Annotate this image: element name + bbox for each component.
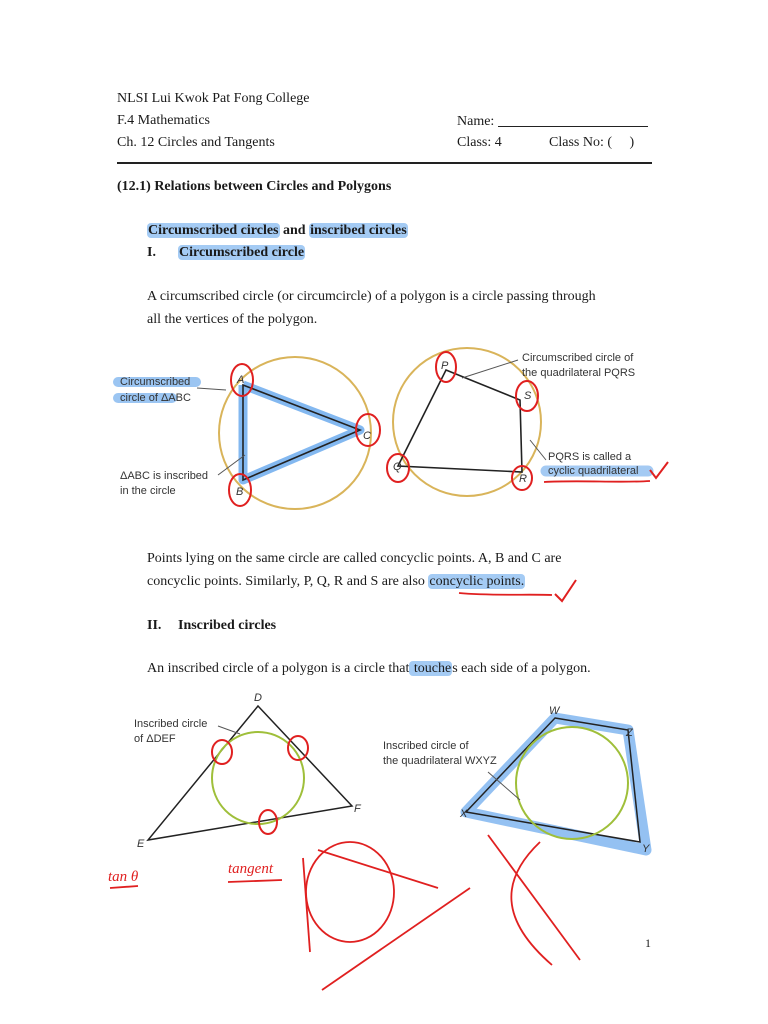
sketch-underline-2 [228,880,282,882]
sketch-underline-1 [110,886,138,888]
fig1-label-circumscribed-1: Circumscribed [120,376,191,388]
part2-number: II. [147,618,162,633]
subtitle-inscribed: inscribed circles [310,223,407,238]
fig2-underline-red [544,481,650,482]
tangent-point-circle-1 [212,740,232,764]
concyclic-points-highlight: concyclic points. [429,574,525,589]
vertex-w-label: W [549,705,560,717]
fig3-incircle [212,732,304,824]
vertex-r-label: R [519,473,527,485]
para1-line2: all the vertices of the polygon. [147,312,318,327]
part1-title: Circumscribed circle [179,245,305,260]
fig4-quadrilateral [466,718,646,850]
vertex-z-label: Z [626,727,633,739]
fig2-label-cyclic-1: PQRS is called a [548,451,632,463]
vertex-f-label: F [354,803,361,815]
part1-number: I. [147,245,156,260]
fig1-label-inscribed-2: in the circle [120,485,176,497]
fig1-label-circumscribed-2: circle of ΔABC [120,392,191,404]
vertex-x-label: X [460,808,468,820]
subtitle-circumscribed: Circumscribed circles [148,223,279,238]
subtitle-and: and [279,223,310,238]
vertex-p-label: P [441,360,449,372]
chapter: Ch. 12 Circles and Tangents [117,135,275,150]
fig1-triangle-abc [243,385,360,480]
fig3-label-1: Inscribed circle [134,718,208,730]
vertex-c-label: C [363,430,371,442]
handwritten-sketches [110,835,580,990]
vertex-d-label: D [254,692,262,704]
fig2-label-circumscribed-2: the quadrilateral PQRS [522,367,636,379]
para2-check-mark [555,580,576,601]
sketch-long-line [322,888,470,990]
fig4-label-2: the quadrilateral WXYZ [383,755,497,767]
sketch-tangent-line-1 [318,850,438,888]
class-no-label: Class No: ( ) [549,135,635,150]
fig2-leader-1 [462,360,518,378]
sketch-circle [306,842,394,942]
fig1-leader-1 [197,388,226,390]
vertex-s-label: S [524,390,532,402]
class-label: Class: 4 [457,135,502,150]
fig3-leader [218,726,240,734]
fig3-label-2: of ΔDEF [134,733,176,745]
sketch-tangent-line-3 [488,835,580,960]
vertex-y-label: Y [642,843,650,855]
para2-underline-red [459,593,552,595]
fig2-label-cyclic-2: cyclic quadrilateral [548,465,639,477]
school-name: NLSI Lui Kwok Pat Fong College [117,91,310,106]
page-number: 1 [645,936,651,950]
fig4-label-1: Inscribed circle of [383,740,469,752]
para2-line2: concyclic points. Similarly, P, Q, R and S are also concyclic points. [147,574,525,589]
handwritten-note-2: tangent [228,861,273,877]
vertex-q-label: Q [393,461,402,473]
touches-highlight: touche [410,661,452,676]
fig4-incircle [516,727,628,839]
handwritten-note-1: tan θ [108,869,139,885]
fig1-highlight-stroke [243,385,360,480]
fig2-label-circumscribed-1: Circumscribed circle of [522,352,634,364]
para1-line1: A circumscribed circle (or circumcircle) of a polygon is a circle passing through [147,289,596,304]
section-title: (12.1) Relations between Circles and Polygons [117,179,392,194]
name-label: Name: [457,114,495,129]
sketch-curve [511,842,552,965]
vertex-a-label: A [237,374,245,386]
part2-title: Inscribed circles [178,618,277,633]
fig2-quad-pqrs [398,370,522,472]
fig1-label-inscribed-1: ΔABC is inscribed [120,470,209,482]
part2-paragraph: An inscribed circle of a polygon is a circle that touches each side of a polygon. [147,661,591,676]
para2-line1: Points lying on the same circle are called concyclic points. A, B and C are [147,551,562,566]
subject: F.4 Mathematics [117,113,210,128]
vertex-e-label: E [137,838,145,850]
vertex-b-label: B [236,486,244,498]
